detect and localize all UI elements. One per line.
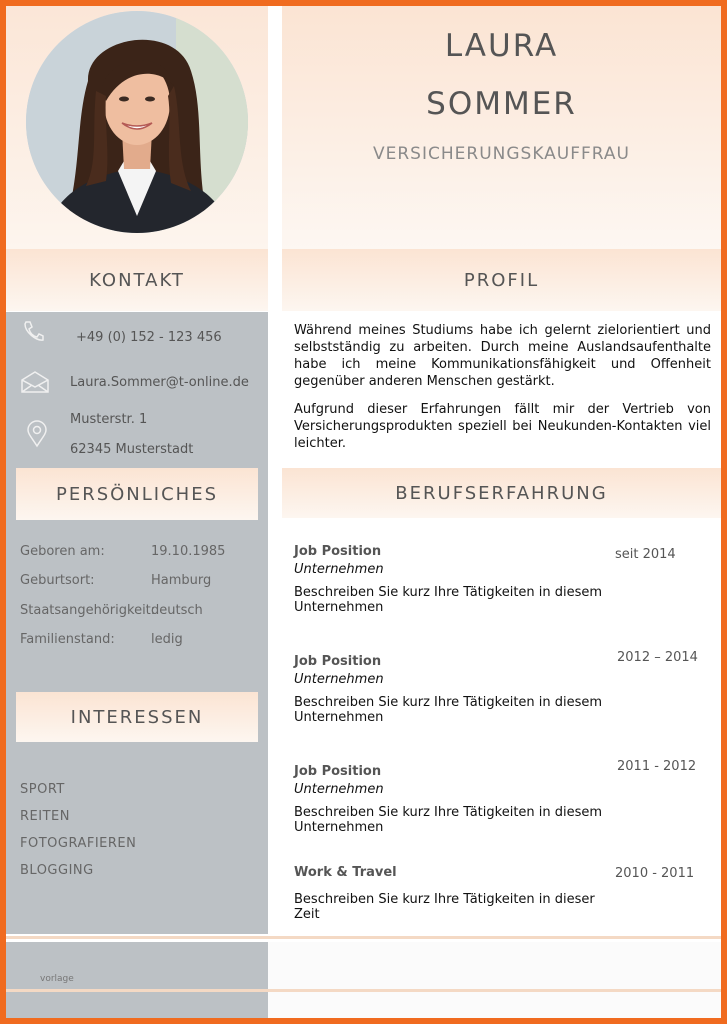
persoenliches-heading-text: PERSÖNLICHES — [55, 483, 219, 505]
job-company: Unternehmen — [294, 782, 384, 797]
berufserfahrung-heading — [282, 468, 721, 518]
interest-item: REITEN — [20, 809, 70, 824]
personal-label: Staatsangehörigkeit: — [20, 603, 156, 618]
job-date: 2012 – 2014 — [617, 650, 698, 665]
interessen-heading — [16, 692, 258, 742]
profile-text — [294, 322, 711, 452]
personal-value: deutsch — [151, 603, 203, 618]
portrait-illustration — [26, 11, 248, 233]
interest-item: FOTOGRAFIEREN — [20, 836, 137, 851]
personal-value: 19.10.1985 — [151, 544, 226, 559]
contact-email: Laura.Sommer@t-online.de — [70, 375, 249, 390]
job-date: 2010 - 2011 — [615, 866, 695, 881]
divider-line — [6, 936, 721, 939]
profile-photo — [26, 11, 248, 233]
job-description: Beschreiben Sie kurz Ihre Tätigkeiten in diesem Unternehmen — [294, 695, 603, 725]
job-company: Unternehmen — [294, 562, 384, 577]
job-position: Job Position — [294, 764, 382, 779]
contact-city: 62345 Musterstadt — [70, 442, 194, 457]
job-date: 2011 - 2012 — [617, 759, 697, 774]
berufserfahrung-heading-text: BERUFSERFAHRUNG — [395, 482, 608, 504]
job-position: Job Position — [294, 654, 382, 669]
first-name: LAURA — [444, 28, 559, 64]
mail-icon — [20, 370, 50, 394]
job-description: Beschreiben Sie kurz Ihre Tätigkeiten in diesem Unternehmen — [294, 805, 603, 835]
interest-item: BLOGGING — [20, 863, 94, 878]
job-position: Job Position — [294, 544, 382, 559]
personal-label: Familienstand: — [20, 632, 115, 647]
profil-heading — [282, 249, 721, 311]
personal-label: Geboren am: — [20, 544, 105, 559]
content-footer — [268, 942, 721, 1018]
profil-heading-text: PROFIL — [463, 269, 540, 291]
location-icon — [26, 420, 48, 448]
job-description: Beschreiben Sie kurz Ihre Tätigkeiten in dieser Zeit — [294, 892, 595, 922]
personal-value: Hamburg — [151, 573, 212, 588]
phone-icon — [22, 320, 44, 344]
job-company: Unternehmen — [294, 672, 384, 687]
divider-line — [6, 989, 721, 992]
contact-street: Musterstr. 1 — [70, 412, 148, 427]
interest-item: SPORT — [20, 782, 65, 797]
kontakt-heading — [6, 249, 268, 311]
personal-value: ledig — [151, 632, 183, 647]
last-name: SOMMER — [426, 86, 577, 122]
footer-note: vorlage — [40, 974, 74, 984]
job-date: seit 2014 — [615, 547, 676, 562]
contact-phone: +49 (0) 152 - 123 456 — [76, 330, 222, 345]
kontakt-heading-text: KONTAKT — [89, 269, 185, 291]
profile-paragraph: Aufgrund dieser Erfahrungen fällt mir der Vertrieb von Versicherungsprodukten speziell bei Neukunden-Kontakten viel leichter. — [294, 402, 711, 451]
profile-paragraph: Während meines Studiums habe ich gelernt zielorientiert und selbstständig zu arbeiten. Durch meine Auslandsaufenthalte habe ich meine Kommunikationsfähigkeit und Offenheit gegenüber anderen Menschen gestärkt. — [294, 323, 711, 389]
persoenliches-heading — [16, 468, 258, 520]
job-title: VERSICHERUNGSKAUFFRAU — [373, 144, 630, 164]
job-description: Beschreiben Sie kurz Ihre Tätigkeiten in diesem Unternehmen — [294, 585, 603, 615]
interessen-heading-text: INTERESSEN — [70, 706, 204, 728]
job-position: Work & Travel — [294, 865, 397, 880]
personal-label: Geburtsort: — [20, 573, 95, 588]
